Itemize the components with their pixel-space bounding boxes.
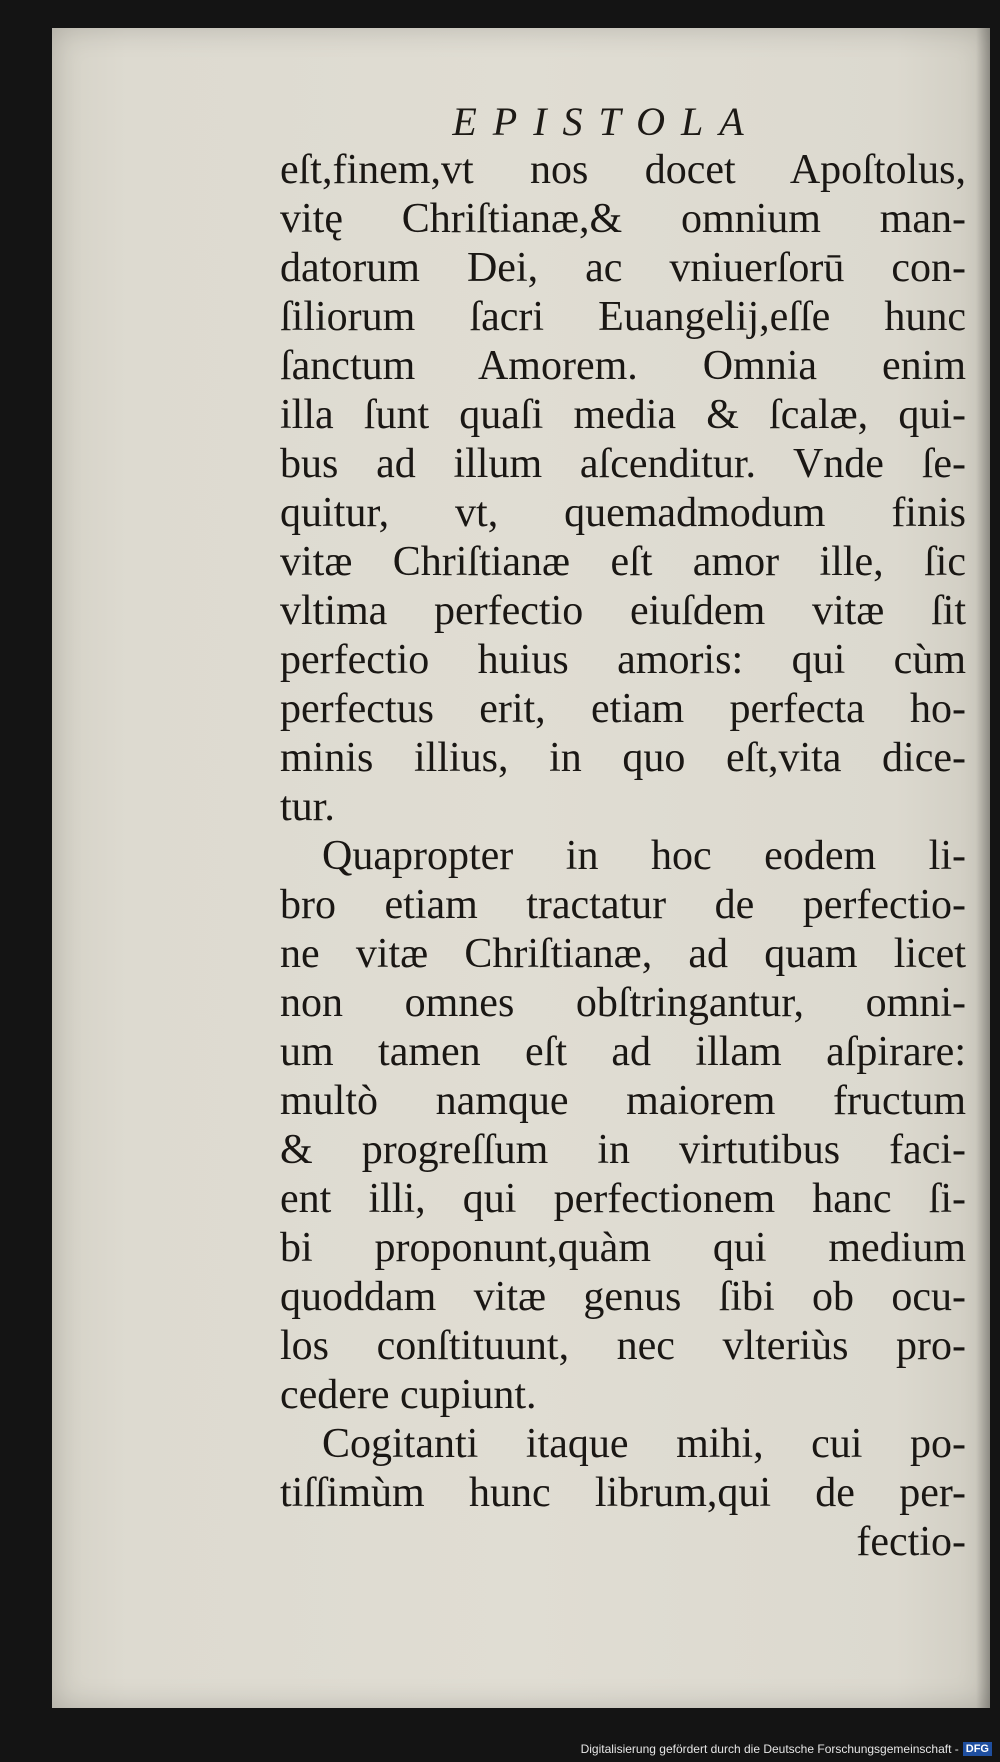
text-line: um tamen eſt ad illam aſpirare: bbox=[280, 1029, 966, 1075]
text-line: vitæ Chriſtianæ eſt amor ille, ſic bbox=[280, 539, 966, 585]
text-line: multò namque maiorem fructum bbox=[280, 1078, 966, 1124]
text-line: ſanctum Amorem. Omnia enim bbox=[280, 343, 966, 389]
text-line: minis illius, in quo eſt,vita dice- bbox=[280, 735, 966, 781]
text-line: bus ad illum aſcenditur. Vnde ſe- bbox=[280, 441, 966, 487]
text-line: eſt,finem,vt nos docet Apoſtolus, bbox=[280, 147, 966, 193]
text-line: vltima perfectio eiuſdem vitæ ſit bbox=[280, 588, 966, 634]
text-line: perfectus erit, etiam perfecta ho- bbox=[280, 686, 966, 732]
text-line: & progreſſum in virtutibus faci- bbox=[280, 1127, 966, 1173]
text-line: ne vitæ Chriſtianæ, ad quam licet bbox=[280, 931, 966, 977]
text-line: perfectio huius amoris: qui cùm bbox=[280, 637, 966, 683]
text-line: ent illi, qui perfectionem hanc ſi- bbox=[280, 1176, 966, 1222]
text-line: ſiliorum ſacri Euangelij,eſſe hunc bbox=[280, 294, 966, 340]
text-line: illa ſunt quaſi media & ſcalæ, qui- bbox=[280, 392, 966, 438]
text-line: quoddam vitæ genus ſibi ob ocu- bbox=[280, 1274, 966, 1320]
text-line: bi proponunt,quàm qui medium bbox=[280, 1225, 966, 1271]
text-line: quitur, vt, quemadmodum finis bbox=[280, 490, 966, 536]
text-line: tiſſimùm hunc librum,qui de per- bbox=[280, 1470, 966, 1516]
text-block bbox=[280, 146, 966, 1567]
text-line: non omnes obſtringantur, omni- bbox=[280, 980, 966, 1026]
text-line: los conſtituunt, nec vlteriùs pro- bbox=[280, 1323, 966, 1369]
running-head: EPISTOLA bbox=[452, 99, 760, 144]
text-line: bro etiam tractatur de perfectio- bbox=[280, 882, 966, 928]
catchword: fectio- bbox=[856, 1519, 966, 1565]
book-page bbox=[52, 28, 990, 1708]
credit-text: Digitalisierung gefördert durch die Deutsche Forschungsgemeinschaft - bbox=[580, 1742, 959, 1756]
text-line: vitę Chriſtianæ,& omnium man- bbox=[280, 196, 966, 242]
text-line: datorum Dei, ac vniuerſorū con- bbox=[280, 245, 966, 291]
text-line: Quapropter in hoc eodem li- bbox=[322, 833, 966, 879]
text-line: cedere cupiunt. bbox=[280, 1372, 537, 1418]
digitization-credit bbox=[581, 1742, 992, 1756]
dfg-logo: DFG bbox=[963, 1742, 992, 1756]
text-line: Cogitanti itaque mihi, cui po- bbox=[322, 1421, 966, 1467]
page-edge-shadow bbox=[976, 28, 990, 1708]
text-line: tur. bbox=[280, 784, 335, 830]
